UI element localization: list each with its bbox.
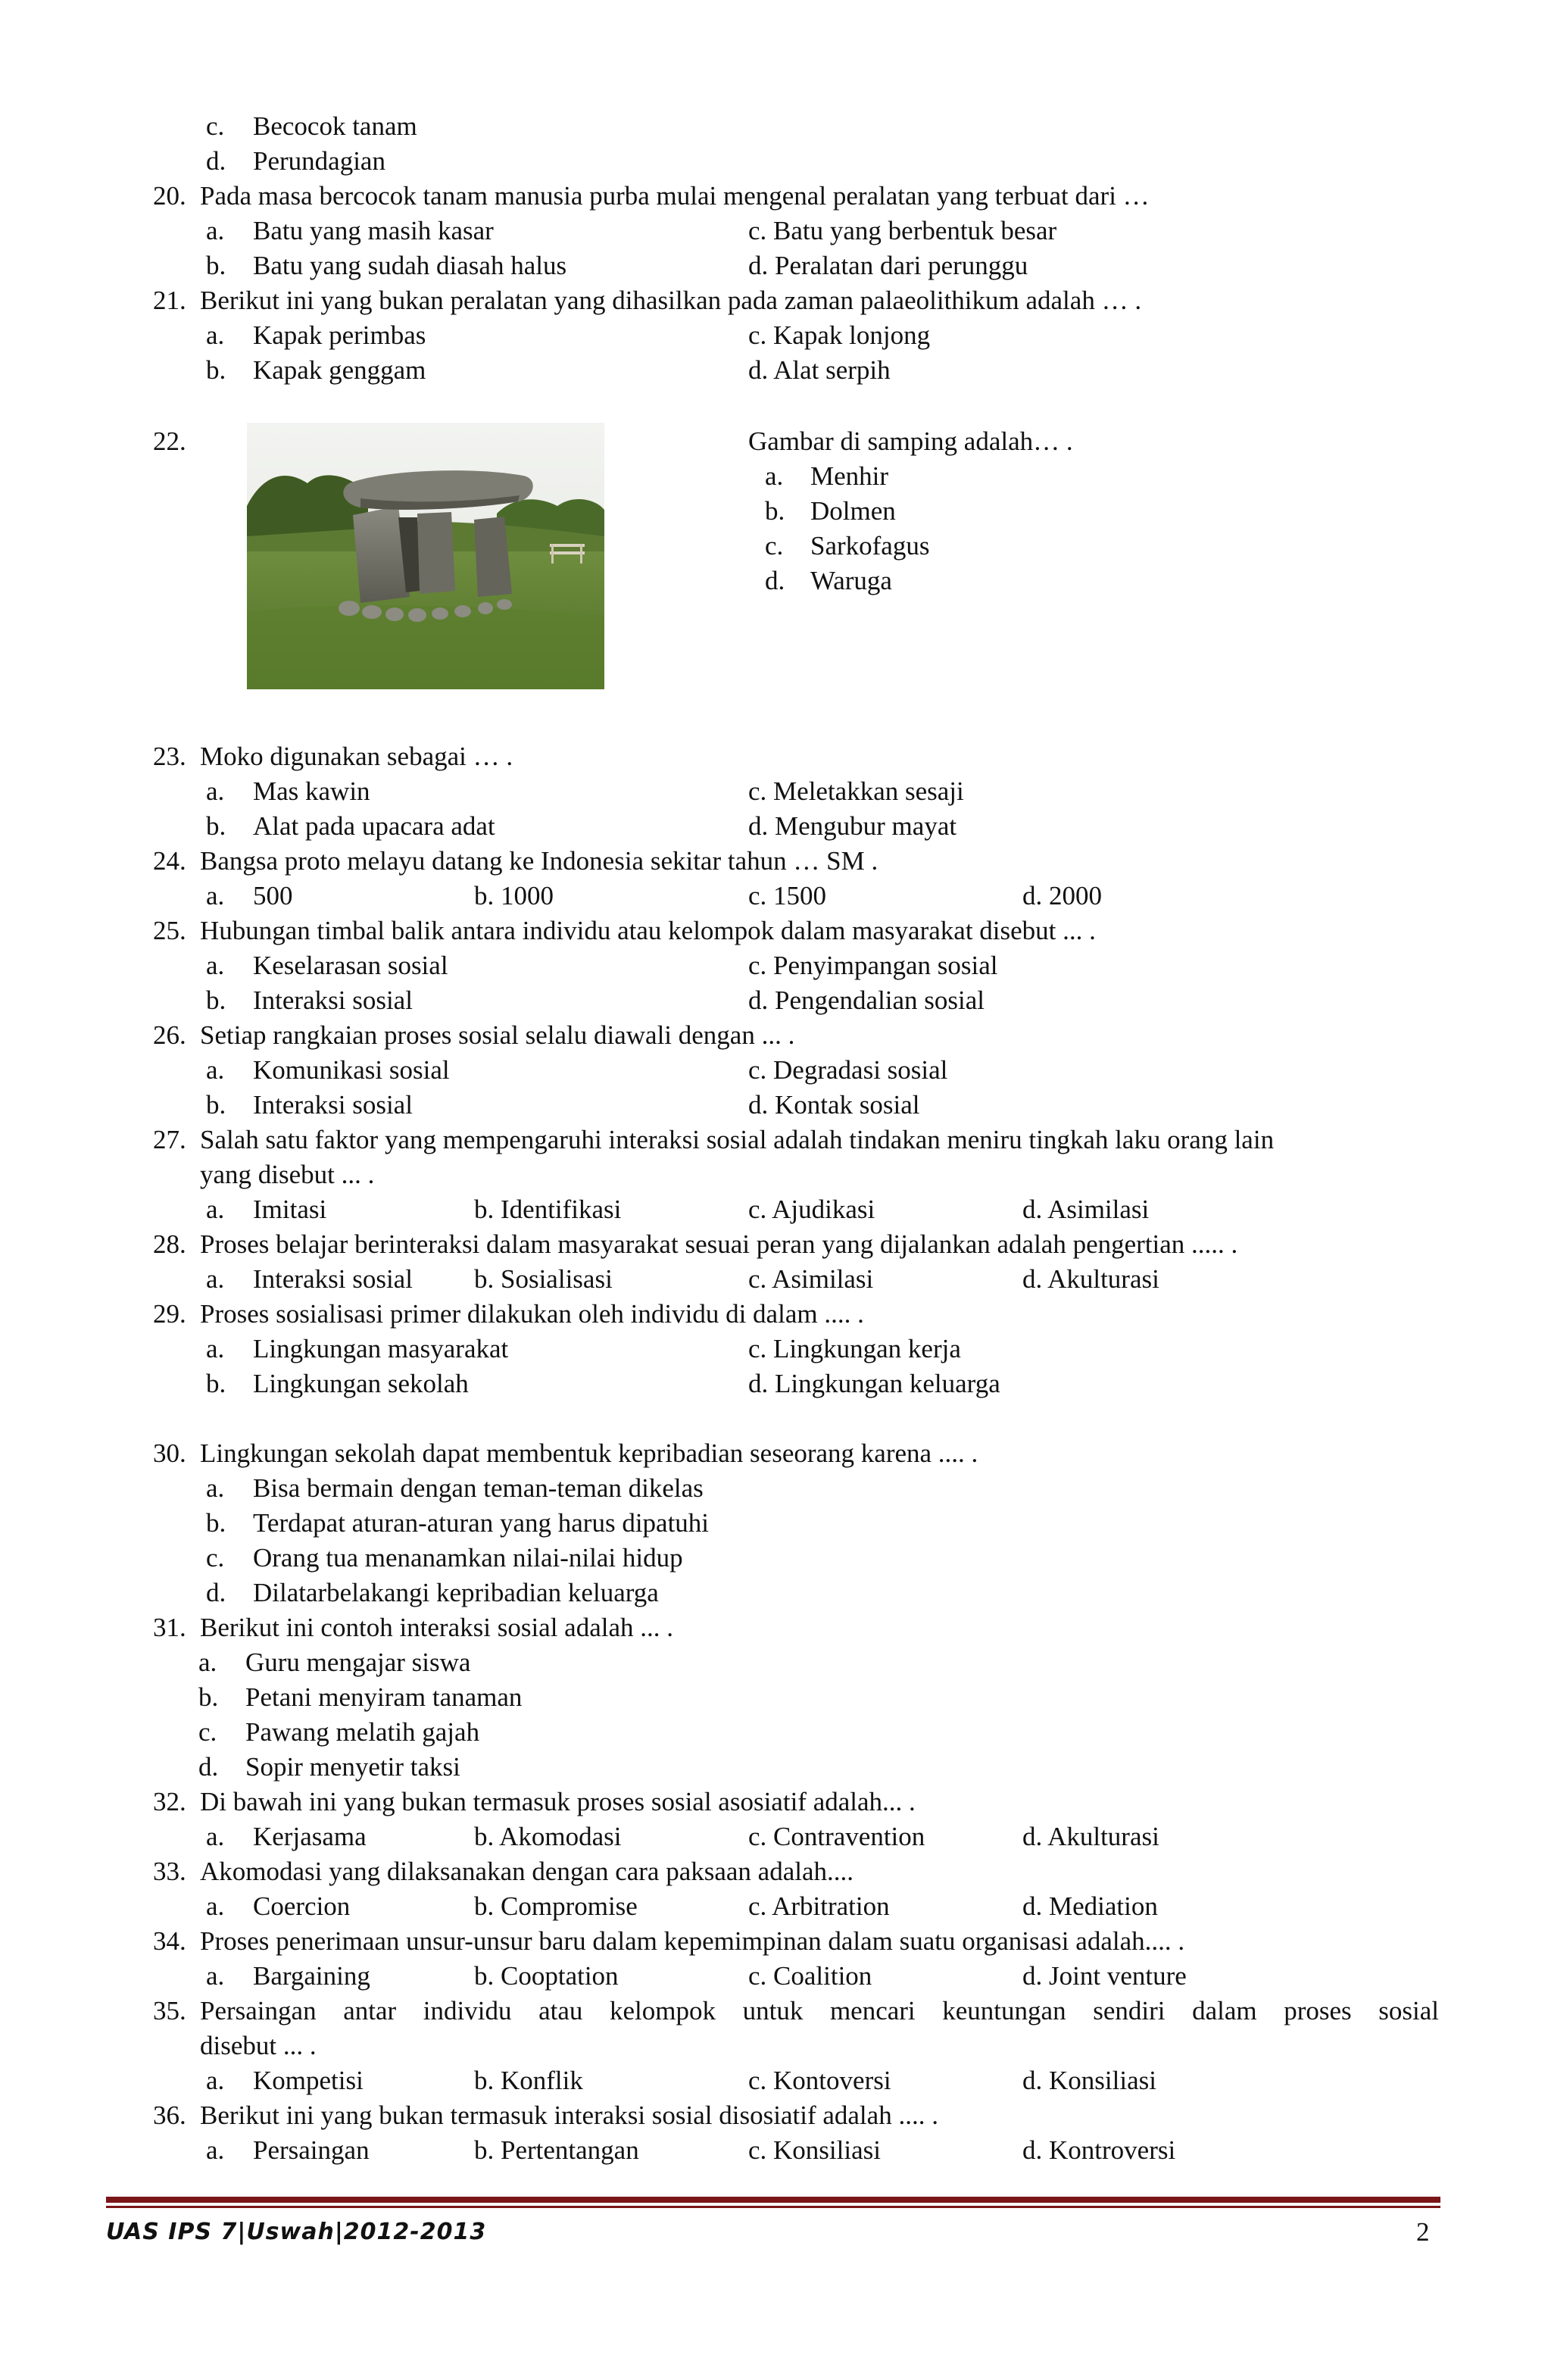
option-c: c. Degradasi sosial <box>748 1055 948 1085</box>
option-a: Kompetisi <box>253 2066 364 2095</box>
option-b: Lingkungan sekolah <box>253 1369 469 1398</box>
option-letter: c. <box>206 111 225 141</box>
option-d: Waruga <box>810 566 892 595</box>
option-a: Kerjasama <box>253 1822 367 1851</box>
option-a: Komunikasi sosial <box>253 1055 450 1085</box>
option-letter: d. <box>198 1752 219 1782</box>
question-text: Moko digunakan sebagai … . <box>200 742 513 771</box>
option-d: d. Akulturasi <box>1022 1822 1159 1851</box>
option-letter: a. <box>206 776 225 806</box>
option-letter: b. <box>198 1682 219 1712</box>
option-c: c. Lingkungan kerja <box>748 1334 961 1363</box>
question-number: 24. <box>153 846 186 876</box>
question-number: 30. <box>153 1438 186 1468</box>
option-b: Alat pada upacara adat <box>253 811 495 841</box>
option-letter: b. <box>206 811 226 841</box>
option-letter: c. <box>198 1717 217 1747</box>
option-d: d. Asimilasi <box>1022 1195 1150 1224</box>
option-letter: a. <box>206 2066 225 2095</box>
question-text-line1: Salah satu faktor yang mempengaruhi interaksi sosial adalah tindakan meniru tingkah laku orang lain <box>200 1125 1275 1154</box>
option-c: c. Konsiliasi <box>748 2135 881 2165</box>
question-number: 36. <box>153 2100 186 2130</box>
option-b: Dolmen <box>810 496 896 526</box>
option-a: Interaksi sosial <box>253 1264 413 1294</box>
option-b: Kapak genggam <box>253 355 426 385</box>
option-c: Orang tua menanamkan nilai-nilai hidup <box>253 1543 683 1573</box>
option-letter: a. <box>206 1055 225 1085</box>
question-number: 31. <box>153 1613 186 1642</box>
option-a: Imitasi <box>253 1195 327 1224</box>
question-text: Bangsa proto melayu datang ke Indonesia sekitar tahun … SM . <box>200 846 878 876</box>
option-c: c. Coalition <box>748 1961 872 1991</box>
option-letter: b. <box>206 1369 226 1398</box>
option-c: Sarkofagus <box>810 531 930 561</box>
question-text-line2: yang disebut ... . <box>200 1160 375 1189</box>
question-number: 21. <box>153 286 186 315</box>
option-letter: a. <box>206 1473 225 1503</box>
option-d: d. Peralatan dari perunggu <box>748 251 1028 280</box>
option-d: d. 2000 <box>1022 881 1102 910</box>
question-text: Proses sosialisasi primer dilakukan oleh individu di dalam .... . <box>200 1299 864 1329</box>
option-text: Perundagian <box>253 146 385 176</box>
option-b: b. Cooptation <box>474 1961 619 1991</box>
option-d: Sopir menyetir taksi <box>245 1752 460 1782</box>
option-letter: a. <box>198 1648 217 1677</box>
question-text: Akomodasi yang dilaksanakan dengan cara paksaan adalah.... <box>200 1857 854 1886</box>
option-d: d. Kontak sosial <box>748 1090 920 1120</box>
question-number: 22. <box>153 426 186 456</box>
question-text-line1: Persaingan antar individu atau kelompok untuk mencari keuntungan sendiri dalam proses sosial <box>200 1996 1439 2025</box>
option-c: c. Batu yang berbentuk besar <box>748 216 1057 245</box>
option-c: c. Arbitration <box>748 1891 890 1921</box>
option-d: d. Mengubur mayat <box>748 811 957 841</box>
dolmen-photo <box>247 423 604 689</box>
option-letter: a. <box>206 320 225 350</box>
option-c: c. Meletakkan sesaji <box>748 776 964 806</box>
option-c: c. Asimilasi <box>748 1264 874 1294</box>
option-a: 500 <box>253 881 293 910</box>
option-c: c. Kontoversi <box>748 2066 891 2095</box>
footer-rule-thin <box>106 2206 1440 2208</box>
question-number: 32. <box>153 1787 186 1816</box>
option-text: Becocok tanam <box>253 111 417 141</box>
option-c: c. Penyimpangan sosial <box>748 951 998 980</box>
option-d: d. Lingkungan keluarga <box>748 1369 1000 1398</box>
option-letter: d. <box>206 1578 226 1607</box>
option-letter: a. <box>206 1891 225 1921</box>
option-letter: a. <box>206 216 225 245</box>
option-letter: b. <box>206 985 226 1015</box>
option-letter: a. <box>206 881 225 910</box>
option-d: d. Alat serpih <box>748 355 891 385</box>
dolmen-image <box>247 423 604 689</box>
option-b: b. Compromise <box>474 1891 638 1921</box>
question-text: Lingkungan sekolah dapat membentuk kepribadian seseorang karena .... . <box>200 1438 978 1468</box>
option-b: b. 1000 <box>474 881 554 910</box>
footer-rule-thick <box>106 2197 1440 2203</box>
option-a: Batu yang masih kasar <box>253 216 494 245</box>
question-number: 23. <box>153 742 186 771</box>
option-letter: c. <box>206 1543 225 1573</box>
option-letter: a. <box>765 461 784 491</box>
option-letter: b. <box>206 1090 226 1120</box>
option-c: c. 1500 <box>748 881 827 910</box>
option-d: d. Joint venture <box>1022 1961 1187 1991</box>
question-text: Berikut ini contoh interaksi sosial adalah ... . <box>200 1613 674 1642</box>
option-b: Terdapat aturan-aturan yang harus dipatuhi <box>253 1508 710 1538</box>
question-text: Proses belajar berinteraksi dalam masyarakat sesuai peran yang dijalankan adalah pengertian ..... . <box>200 1229 1238 1259</box>
option-b: b. Pertentangan <box>474 2135 639 2165</box>
option-letter: a. <box>206 951 225 980</box>
question-number: 29. <box>153 1299 186 1329</box>
option-letter: b. <box>206 1508 226 1538</box>
option-letter: b. <box>206 251 226 280</box>
question-text: Berikut ini yang bukan termasuk interaksi sosial disosiatif adalah .... . <box>200 2100 938 2130</box>
option-letter: d. <box>206 146 226 176</box>
option-b: Interaksi sosial <box>253 1090 413 1120</box>
option-d: Dilatarbelakangi kepribadian keluarga <box>253 1578 659 1607</box>
option-letter: b. <box>206 355 226 385</box>
footer-title: UAS IPS 7|Uswah|2012-2013 <box>106 2219 487 2245</box>
question-number: 20. <box>153 181 186 211</box>
option-c: Pawang melatih gajah <box>245 1717 480 1747</box>
option-letter: c. <box>765 531 784 561</box>
option-a: Bargaining <box>253 1961 370 1991</box>
option-d: d. Mediation <box>1022 1891 1158 1921</box>
question-text-line2: disebut ... . <box>200 2031 317 2060</box>
option-b: b. Akomodasi <box>474 1822 622 1851</box>
option-b: b. Identifikasi <box>474 1195 622 1224</box>
question-text: Proses penerimaan unsur-unsur baru dalam kepemimpinan dalam suatu organisasi adalah.... . <box>200 1926 1185 1956</box>
option-letter: b. <box>765 496 785 526</box>
option-letter: a. <box>206 1195 225 1224</box>
option-b: Interaksi sosial <box>253 985 413 1015</box>
option-a: Kapak perimbas <box>253 320 426 350</box>
option-a: Guru mengajar siswa <box>245 1648 471 1677</box>
option-letter: a. <box>206 2135 225 2165</box>
option-a: Coercion <box>253 1891 351 1921</box>
option-b: b. Konflik <box>474 2066 583 2095</box>
option-b: Petani menyiram tanaman <box>245 1682 523 1712</box>
option-a: Keselarasan sosial <box>253 951 448 980</box>
question-number: 33. <box>153 1857 186 1886</box>
option-d: d. Kontroversi <box>1022 2135 1176 2165</box>
question-number: 28. <box>153 1229 186 1259</box>
option-c: c. Kapak lonjong <box>748 320 931 350</box>
question-text: Setiap rangkaian proses sosial selalu diawali dengan ... . <box>200 1020 795 1050</box>
question-number: 35. <box>153 1996 186 2025</box>
option-c: c. Contravention <box>748 1822 925 1851</box>
question-text: Di bawah ini yang bukan termasuk proses sosial asosiatif adalah... . <box>200 1787 916 1816</box>
option-letter: a. <box>206 1822 225 1851</box>
option-letter: d. <box>765 566 785 595</box>
question-text: Gambar di samping adalah… . <box>748 426 1073 456</box>
option-b: Batu yang sudah diasah halus <box>253 251 567 280</box>
question-number: 34. <box>153 1926 186 1956</box>
question-number: 26. <box>153 1020 186 1050</box>
question-text: Hubungan timbal balik antara individu atau kelompok dalam masyarakat disebut ... . <box>200 916 1096 945</box>
option-a: Bisa bermain dengan teman-teman dikelas <box>253 1473 704 1503</box>
option-letter: a. <box>206 1334 225 1363</box>
option-d: d. Akulturasi <box>1022 1264 1159 1294</box>
option-b: b. Sosialisasi <box>474 1264 613 1294</box>
question-number: 27. <box>153 1125 186 1154</box>
option-d: d. Pengendalian sosial <box>748 985 985 1015</box>
option-c: c. Ajudikasi <box>748 1195 875 1224</box>
option-letter: a. <box>206 1264 225 1294</box>
question-number: 25. <box>153 916 186 945</box>
option-a: Mas kawin <box>253 776 370 806</box>
option-a: Menhir <box>810 461 889 491</box>
question-text: Berikut ini yang bukan peralatan yang dihasilkan pada zaman palaeolithikum adalah … . <box>200 286 1142 315</box>
option-letter: a. <box>206 1961 225 1991</box>
question-text: Pada masa bercocok tanam manusia purba mulai mengenal peralatan yang terbuat dari … <box>200 181 1150 211</box>
option-d: d. Konsiliasi <box>1022 2066 1156 2095</box>
option-a: Lingkungan masyarakat <box>253 1334 509 1363</box>
option-a: Persaingan <box>253 2135 370 2165</box>
page-number: 2 <box>1416 2217 1430 2247</box>
